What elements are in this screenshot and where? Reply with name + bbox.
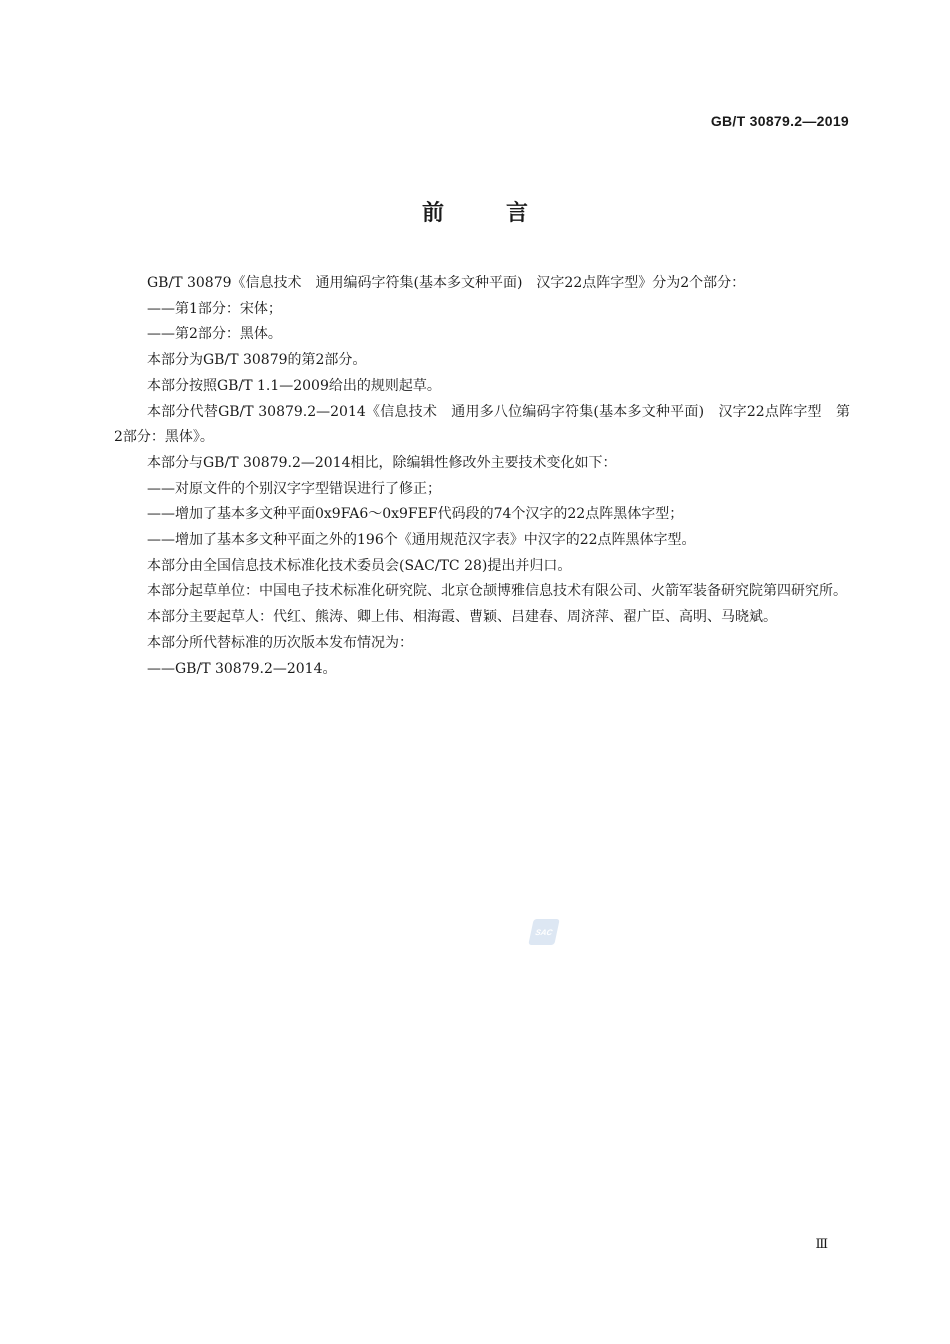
paragraph-15: ——GB/T 30879.2—2014。	[147, 660, 337, 677]
watermark-text: SAC	[534, 927, 554, 937]
paragraph-1: GB/T 30879《信息技术 通用编码字符集(基本多文种平面) 汉字22点阵字型》分为2个部分：	[147, 275, 746, 291]
paragraph-3: ——第2部分：黑体。	[147, 326, 282, 343]
title-char-1: 前	[421, 201, 444, 226]
paragraph-8: ——对原文件的个别汉字字型错误进行了修正；	[147, 480, 441, 497]
paragraph-9: ——增加了基本多文种平面0x9FA6～0x9FEF代码段的74个汉字的22点阵黑体字型；	[147, 506, 684, 523]
paragraph-13: 本部分主要起草人：代红、熊涛、卿上伟、相海霞、曹颖、吕建春、周济萍、翟广臣、高明、马晓斌。	[147, 609, 777, 626]
foreword-body	[114, 271, 850, 682]
title-char-2: 言	[506, 201, 529, 226]
paragraph-2: ——第1部分：宋体；	[147, 300, 282, 317]
paragraph-14: 本部分所代替标准的历次版本发布情况为：	[147, 634, 413, 651]
document-code: GB/T 30879.2—2019	[710, 113, 849, 129]
paragraph-7: 本部分与GB/T 30879.2—2014相比，除编辑性修改外主要技术变化如下：	[147, 454, 617, 471]
paragraph-11: 本部分由全国信息技术标准化技术委员会(SAC/TC 28)提出并归口。	[147, 557, 572, 574]
paragraph-4: 本部分为GB/T 30879的第2部分。	[147, 352, 367, 369]
paragraph-6: 本部分代替GB/T 30879.2—2014《信息技术 通用多八位编码字符集(基本多文种平面) 汉字22点阵字型 第2部分：黑体》。	[114, 403, 850, 446]
page-number: Ⅲ	[815, 1237, 828, 1252]
paragraph-10: ——增加了基本多文种平面之外的196个《通用规范汉字表》中汉字的22点阵黑体字型。	[147, 532, 696, 549]
paragraph-5: 本部分按照GB/T 1.1—2009给出的规则起草。	[147, 377, 441, 394]
sac-watermark-logo	[528, 919, 560, 945]
page-title	[0, 196, 950, 227]
paragraph-12: 本部分起草单位：中国电子技术标准化研究院、北京仓颉博雅信息技术有限公司、火箭军装备研究院第四研究所。	[147, 583, 847, 600]
